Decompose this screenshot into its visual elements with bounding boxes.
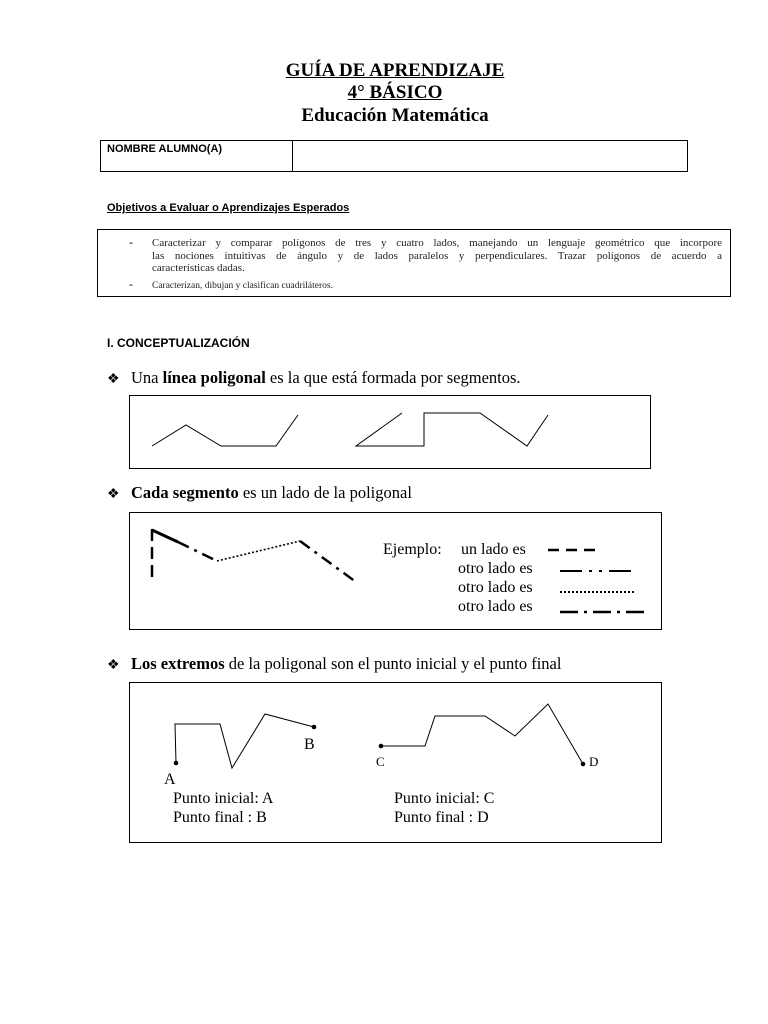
point-c-label: C	[376, 754, 385, 769]
segment-dash-dot-2	[300, 541, 356, 582]
point-b-label: B	[304, 736, 315, 753]
title-line3: Educación Matemática	[301, 105, 489, 126]
polygonal-line-ab	[175, 714, 314, 768]
bullet-extremos: ❖ Los extremos de la poligonal son el punto inicial y el punto final	[107, 654, 561, 676]
right-start-text: Punto inicial: C	[394, 790, 495, 807]
term-linea-poligonal: línea poligonal	[162, 368, 266, 387]
section-heading: I. CONCEPTUALIZACIÓN	[107, 336, 250, 350]
student-name-label: NOMBRE ALUMNO(A)	[107, 143, 223, 155]
objectives-heading: Objetivos a Evaluar o Aprendizajes Esperados	[107, 202, 350, 214]
bullet-poligonal: ❖ Una línea poligonal es la que está formada por segmentos.	[107, 368, 521, 390]
example-line-4: otro lado es	[458, 598, 533, 615]
point-d-dot	[581, 762, 586, 767]
example-line-3: otro lado es	[458, 579, 533, 596]
segment-solid-short	[152, 530, 178, 542]
objective-1-line1: Caracterizar y comparar polígonos de tres y cuatro lados, manejando un lenguaje geométrico que incorpore	[152, 237, 722, 249]
objective-bullet-1: -	[129, 235, 133, 249]
point-c-dot	[379, 744, 384, 749]
example-line-2: otro lado es	[458, 560, 533, 577]
term-cada-segmento: Cada segmento	[131, 483, 239, 502]
example-line-1: un lado es	[461, 541, 526, 558]
title-line2: 4° BÁSICO	[347, 82, 443, 103]
left-start-text: Punto inicial: A	[173, 790, 274, 807]
polygonal-line-open-1	[152, 415, 298, 446]
left-end-text: Punto final : B	[173, 809, 267, 826]
example-intro: Ejemplo:	[383, 541, 442, 558]
segment-dash-dot	[178, 542, 217, 561]
diamond-bullet-icon: ❖	[107, 658, 120, 673]
term-los-extremos: Los extremos	[131, 654, 225, 673]
point-b-dot	[312, 725, 317, 730]
segment-dotted	[217, 541, 300, 561]
point-a-label: A	[164, 771, 176, 788]
objective-bullet-2: -	[129, 277, 133, 291]
objective-1-line2: las nociones intuitivas de ángulo y de lados paralelos y perpendiculares. Trazar polígonos de acuerdo a	[152, 249, 722, 262]
point-a-dot	[174, 761, 179, 766]
title-line1: GUÍA DE APRENDIZAJE	[285, 60, 505, 81]
polygonal-line-open-2	[356, 413, 548, 446]
diamond-bullet-icon: ❖	[107, 372, 120, 387]
objective-1-line3: características dadas.	[152, 262, 245, 274]
polygonal-line-cd	[381, 704, 583, 764]
diamond-bullet-icon: ❖	[107, 487, 120, 502]
point-d-label: D	[589, 754, 599, 769]
figure-box-poligonal	[130, 396, 651, 469]
right-end-text: Punto final : D	[394, 809, 489, 826]
bullet-segmento: ❖ Cada segmento es un lado de la poligonal	[107, 483, 412, 505]
objective-item-2: Caracterizan, dibujan y clasifican cuadriláteros.	[152, 281, 333, 291]
